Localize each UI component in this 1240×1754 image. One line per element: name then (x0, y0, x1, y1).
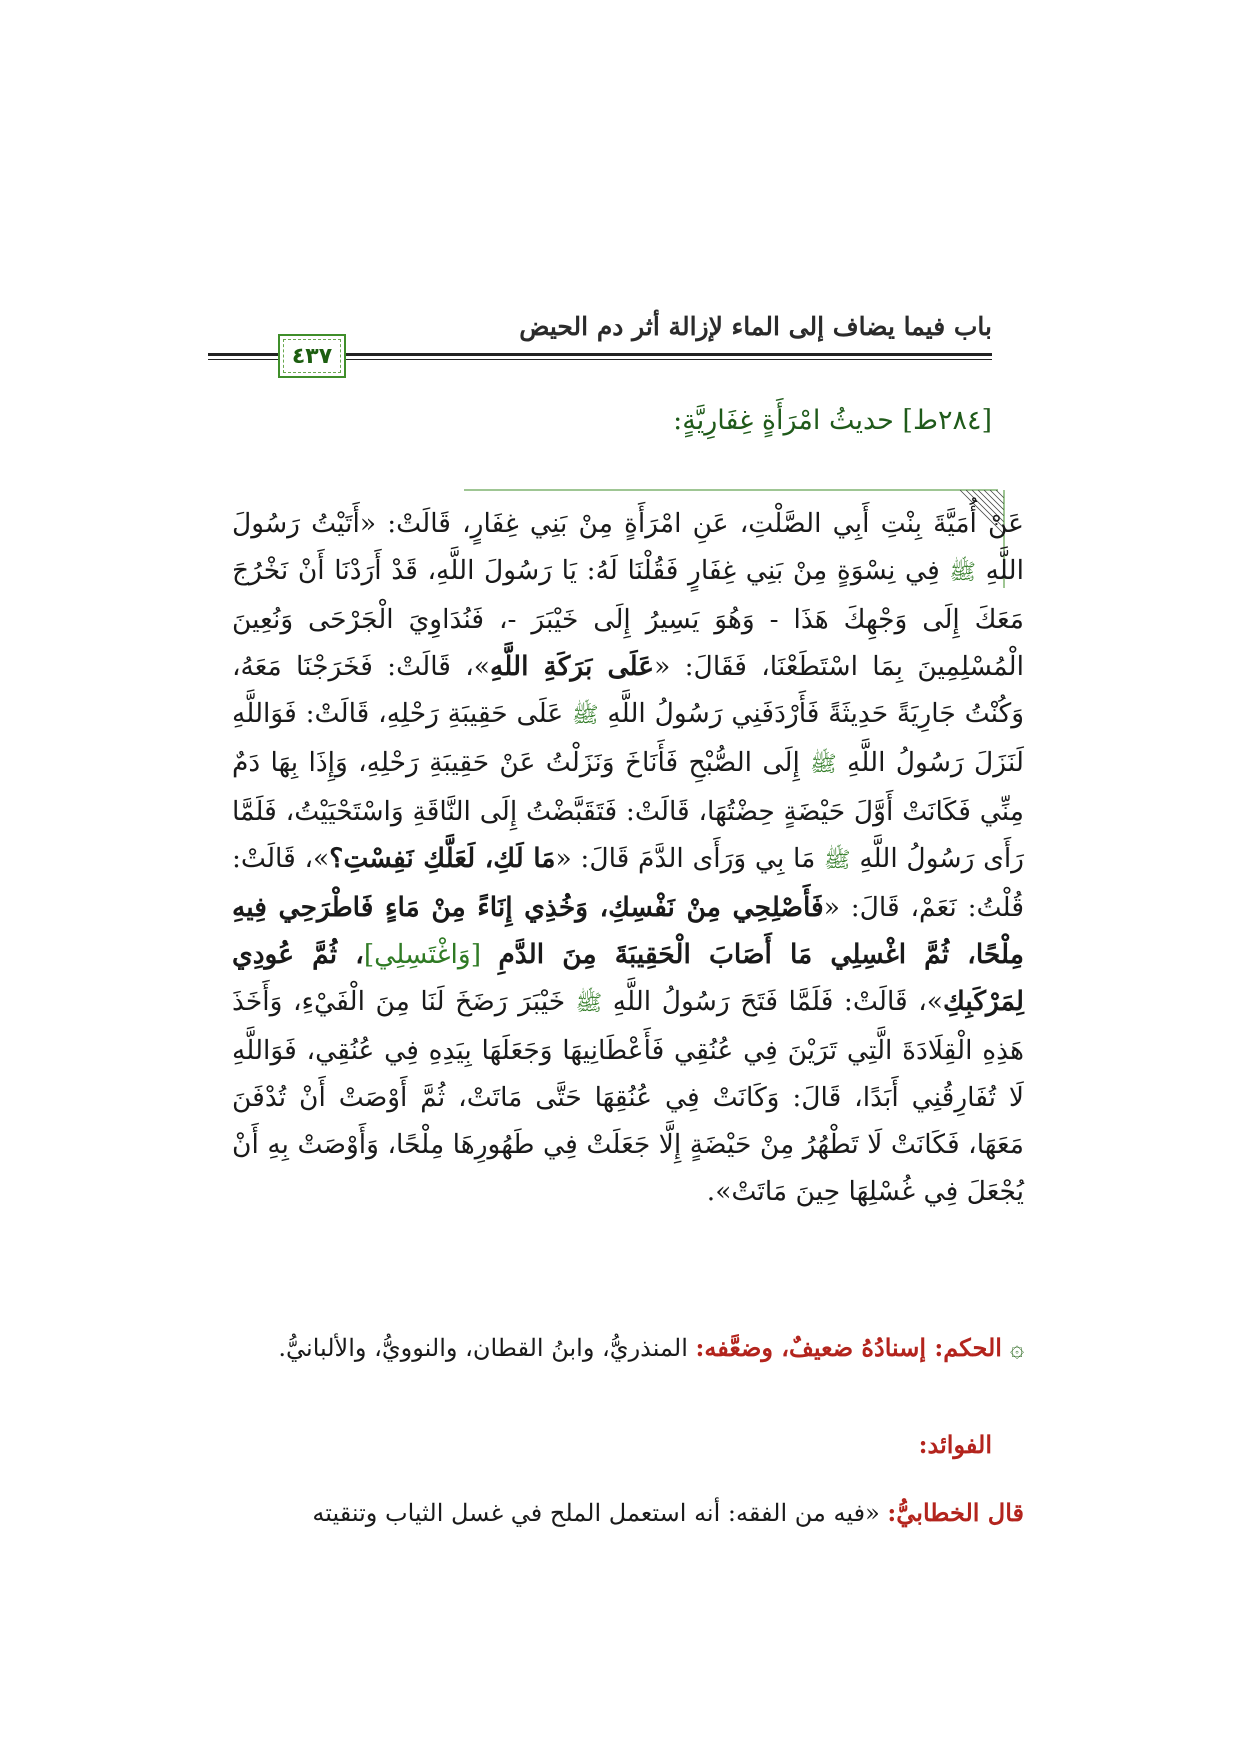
hadith-part: فِي نِسْوَةٍ مِنْ بَنِي غِفَارٍ فَقُلْنَا لَهُ: يَا رَسُولَ اللَّهِ، قَدْ أَرَدْنَا أَنْ نَخْرُجَ مَعَكَ إِلَى وَجْهِكَ هَذَا - وَهُوَ يَسِيرُ إِلَى خَيْبَرَ -، فَنُدَاوِيَ الْجَرْحَى وَنُعِينَ الْمُسْلِمِينَ بِمَا اسْتَطَعْنَا، فَقَالَ: « (232, 555, 1024, 682)
salla-symbol-icon: ﷺ (571, 703, 599, 728)
ruling-paragraph (232, 1323, 1024, 1373)
hadith-part: »، قَالَتْ: فَخَرَجْنَا مَعَهُ، وَكُنْتُ جَارِيَةً حَدِيثَةً فَأَرْدَفَنِي رَسُولُ اللَّهِ (232, 651, 1024, 729)
ruling-text: المنذريُّ، وابنُ القطان، والنوويُّ، والألبانيُّ. (278, 1334, 696, 1362)
prophet-speech: عَلَى بَرَكَةِ اللَّهِ (490, 651, 655, 682)
hadith-part: خَيْبَرَ رَضَخَ لَنَا مِنَ الْفَيْءِ، وَأَخَذَ هَذِهِ الْقِلَادَةَ الَّتِي تَرَيْنَ فِي عُنُقِي فَأَعْطَانِيهَا وَجَعَلَهَا بِيَدِهِ فِي عُنُقِي، فَوَاللَّهِ لَا تُفَارِقُنِي أَبَدًا، قَالَ: وَكَانَتْ فِي عُنُقِهَا حَتَّى مَاتَتْ، ثُمَّ أَوْصَتْ أَنْ تُدْفَنَ مَعَهَا، فَكَانَتْ لَا تَطْهُرُ مِنْ حَيْضَةٍ إِلَّا جَعَلَتْ فِي طَهُورِهَا مِلْحًا، وَأَوْصَتْ بِهِ أَنْ يُجْعَلَ فِي غُسْلِهَا حِينَ مَاتَتْ». (232, 986, 1024, 1207)
salla-symbol-icon: ﷺ (949, 560, 976, 585)
prophet-speech: فَأَصْلِحِي مِنْ نَفْسِكِ، وَخُذِي إِنَاءً مِنْ مَاءٍ فَاطْرَحِي فِيهِ مِلْحًا، ثُمَّ اغْسِلِي مَا أَصَابَ الْحَقِيبَةَ مِنَ الدَّمِ (232, 892, 1025, 970)
ruling-verdict: إسنادُهُ ضعيفٌ، (781, 1333, 935, 1362)
prophet-speech: مَا لَكِ، لَعَلَّكِ نَفِسْتِ؟ (329, 843, 556, 874)
hadith-part: »، قَالَتْ: فَلَمَّا فَتَحَ رَسُولُ اللَّهِ (602, 986, 944, 1017)
page-number: ٤٣٧ (291, 343, 333, 369)
running-header (208, 312, 992, 369)
quote-text: «فيه من الفقه: أنه استعمل الملح في غسل الثياب وتنقيته (312, 1499, 888, 1527)
salla-symbol-icon: ﷺ (810, 752, 837, 777)
hadith-part: عَلَى حَقِيبَةِ رَحْلِهِ، قَالَتْ: فَوَاللَّهِ لَنَزَلَ رَسُولُ اللَّهِ (232, 698, 1024, 778)
benefits-heading: الفوائد: (918, 1430, 992, 1459)
page-number-frame (278, 334, 346, 378)
quote-line (232, 1490, 1024, 1536)
prophet-speech: ، ثُمَّ عُودِي لِمَرْكَبِكِ (232, 939, 1024, 1017)
flower-bullet-icon: ۞ (1009, 1334, 1024, 1362)
weakened-by-label: وضعَّفه: (695, 1333, 782, 1362)
salla-symbol-icon: ﷺ (575, 991, 603, 1016)
running-title: باب فيما يضاف إلى الماء لإزالة أثر دم الحيض (519, 312, 992, 341)
hadith-text (232, 500, 1024, 1215)
hadith-part: »، قَالَتْ: قُلْتُ: نَعَمْ، قَالَ: « (232, 843, 1024, 923)
hadith-part: عَنْ أُمَيَّةَ بِنْتِ أَبِي الصَّلْتِ، عَنِ امْرَأَةٍ مِنْ بَنِي غِفَارٍ، قَالَتْ: «أَتَيْتُ رَسُولَ اللَّهِ (232, 508, 1024, 586)
hadith-part: إِلَى الصُّبْحِ فَأَنَاخَ وَنَزَلْتُ عَنْ حَقِيبَةِ رَحْلِهِ، وَإِذَا بِهَا دَمٌ مِنِّي فَكَانَتْ أَوَّلَ حَيْضَةٍ حِضْتُهَا، قَالَتْ: فَتَقَبَّضْتُ إِلَى النَّاقَةِ وَاسْتَحْيَيْتُ، فَلَمَّا رَأَى رَسُولُ اللَّهِ (232, 747, 1024, 874)
section-title: [٢٨٤ط] حديثُ امْرَأَةٍ غِفَارِيَّةٍ: (673, 405, 992, 436)
salla-symbol-icon: ﷺ (824, 848, 851, 873)
variant-reading: [وَاغْتَسِلِي] (363, 939, 499, 970)
quote-label: قال الخطابيُّ: (887, 1498, 1024, 1527)
hadith-part: مَا بِي وَرَأَى الدَّمَ قَالَ: « (555, 843, 825, 874)
ruling-label: الحكم: (934, 1333, 1002, 1362)
